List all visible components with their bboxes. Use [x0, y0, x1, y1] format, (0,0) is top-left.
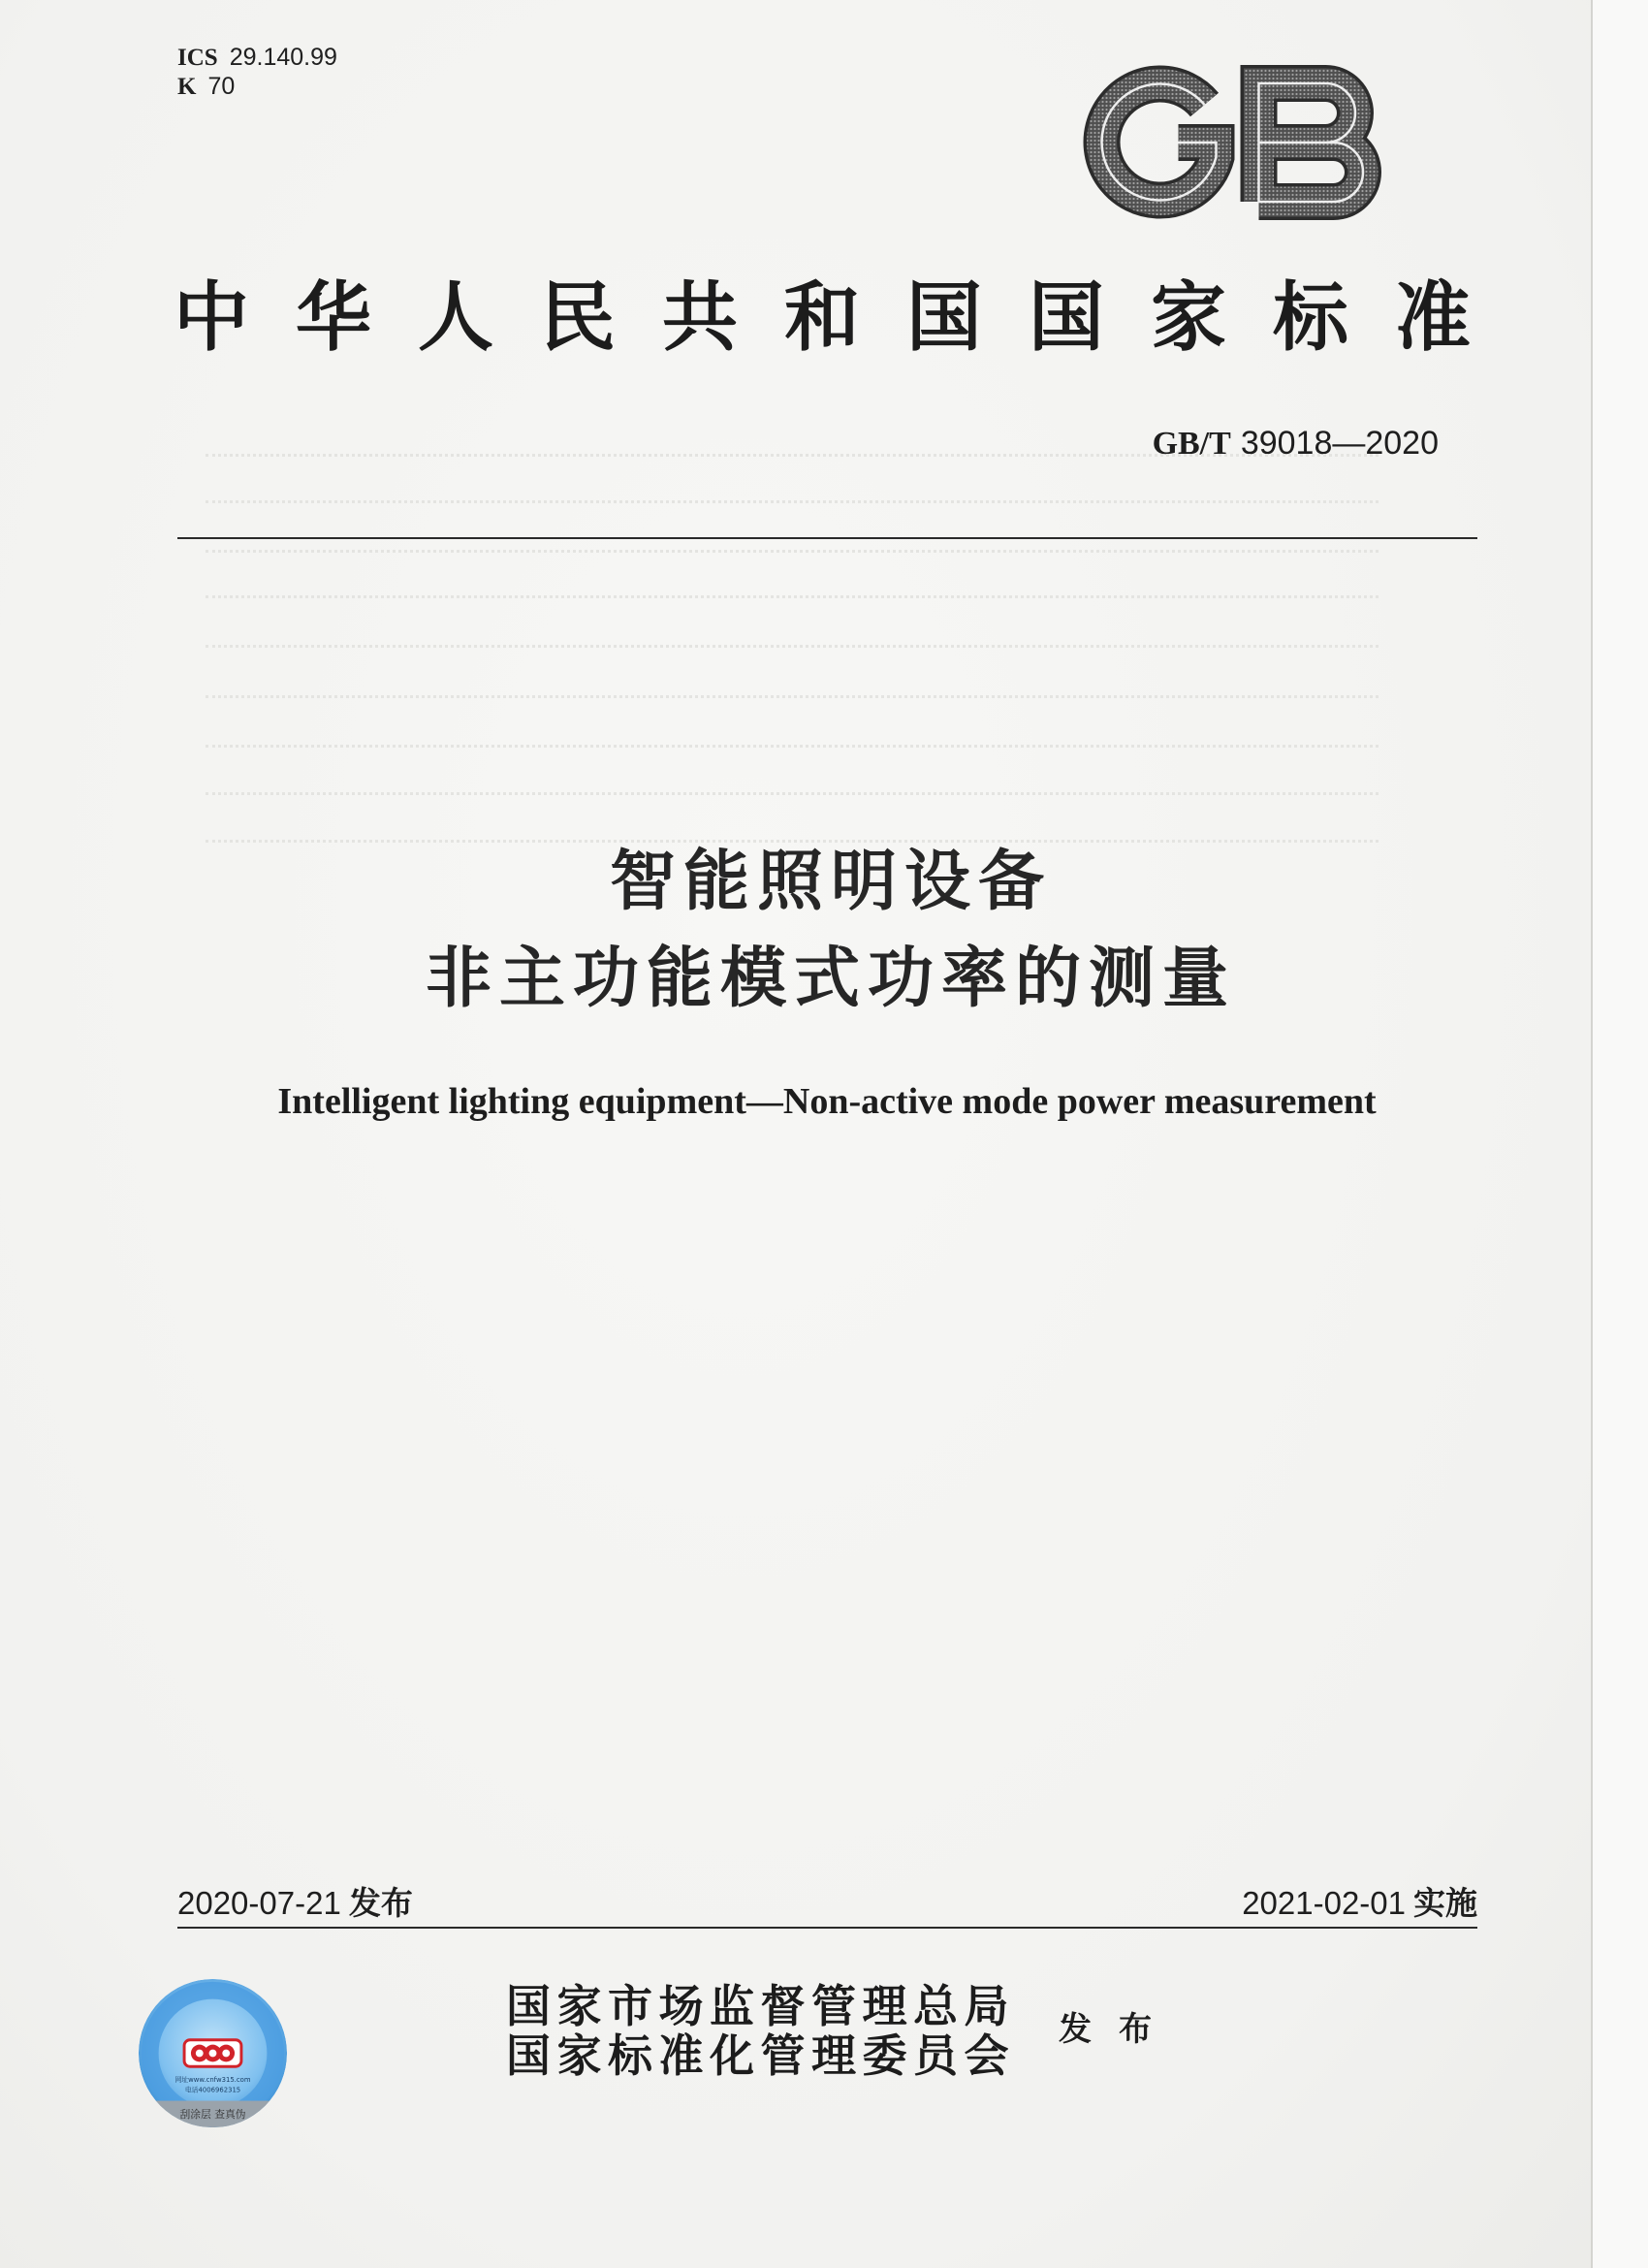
ccs-code [177, 72, 235, 102]
bleed-through-line [206, 645, 1379, 648]
effective-date-label: 实施 [1413, 1884, 1477, 1922]
masthead-title: 中华人民共和国国家标准 [174, 273, 1518, 362]
sticker-website: 网址www.cnfw315.com [174, 2075, 251, 2084]
bottom-divider [177, 1927, 1477, 1929]
effective-date-value: 2021-02-01 [1242, 1885, 1406, 1921]
anti-counterfeit-sticker-icon [137, 1977, 289, 2129]
ics-code [177, 43, 337, 73]
bleed-through-line [206, 695, 1379, 698]
issue-date-value: 2020-07-21 [177, 1885, 341, 1921]
ccs-label: K [177, 74, 197, 100]
scan-page-edge [1591, 0, 1648, 2268]
gb-logo-letter-b [1259, 83, 1364, 202]
bleed-through-line [206, 500, 1379, 503]
bleed-through-line [206, 792, 1379, 795]
sticker-emblem [184, 2040, 241, 2066]
bleed-through-line [206, 745, 1379, 748]
standard-prefix: GB/T [1152, 426, 1231, 462]
gb-logo-letter-g [1102, 84, 1217, 201]
bleed-through-line [206, 550, 1379, 553]
title-chinese-line-1: 智能照明设备 [609, 844, 1052, 920]
top-divider [177, 537, 1477, 539]
effective-date [1242, 1883, 1477, 1925]
publisher-line-1: 国家市场监督管理总局 [506, 1980, 1015, 2032]
title-english: Intelligent lighting equipment—Non-active mode power measurement [277, 1081, 1377, 1122]
bleed-through-line [206, 454, 1379, 457]
ics-value: 29.140.99 [229, 44, 337, 71]
title-chinese-line-2: 非主功能模式功率的测量 [425, 941, 1236, 1017]
sticker-phone: 电话4006962315 [184, 2086, 241, 2094]
issue-date-label: 发布 [348, 1884, 413, 1922]
ccs-value: 70 [207, 73, 236, 100]
standard-value: 39018—2020 [1240, 425, 1439, 462]
bleed-through-line [206, 595, 1379, 598]
publisher-line-2: 国家标准化管理委员会 [506, 2029, 1015, 2082]
standard-number [1153, 423, 1439, 464]
issue-date [177, 1883, 413, 1925]
publisher-action: 发布 [1059, 2010, 1179, 2049]
gb-logo-icon [1077, 65, 1388, 220]
sticker-scratch-label: 刮涂层 查真伪 [179, 2108, 246, 2122]
ics-label: ICS [177, 45, 218, 71]
